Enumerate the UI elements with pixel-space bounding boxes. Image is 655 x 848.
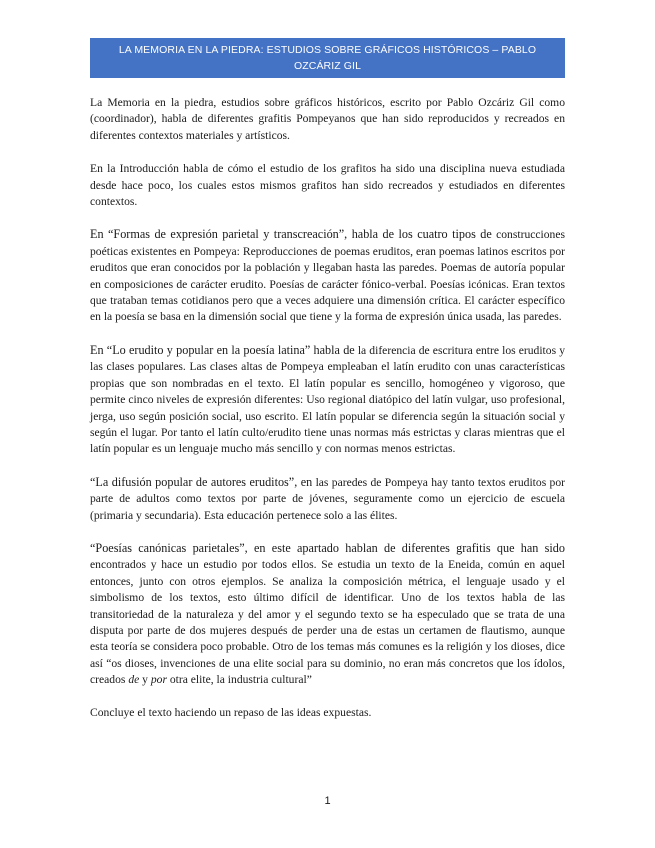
paragraph-difusion-popular <box>90 474 565 524</box>
quote-end: otra elite, la industria cultural” <box>166 673 312 687</box>
paragraph-text: construcciones poéticas existentes en Pompeya: Reproducciones de poemas eruditos, eran poemas latinos escritos por eruditos que eran conocidos por la población y llegaban hasta las paredes. Poemas de autoría popular en composiciones de carácter erudito. Poesías de carácter fónico-verbal. Poesías icónicas. Eran textos que trataban temas cotidianos pero que a veces adquiere una dimensión crítica. El carácter específico en la poesía se basa en la dimensión social que tiene y la forma de expresión única usada, las paredes. <box>90 228 566 324</box>
paragraph-text: Concluye el texto haciendo un repaso de las ideas expuestas. <box>90 705 372 719</box>
paragraph-text: La Memoria en la piedra, estudios sobre gráficos históricos, escrito por Pablo Ozcáriz Gil como (coordinador), habla de diferentes grafitis Pompeyanos que han sido reproducidos y recreados en diferentes contextos materiales y artísticos. <box>90 96 565 142</box>
paragraph-text: las paredes de Pompeya hay tanto textos eruditos por parte de adultos como textos por parte de jóvenes, seguramente como un ejercicio de escuela (primaria y secundaria). Esta educación pertenece solo a las élites. <box>90 475 565 522</box>
paragraph-formas-expresion <box>90 226 565 325</box>
quote-mid: y <box>139 673 151 687</box>
document-header <box>90 38 565 78</box>
section-lead: En “Lo erudito y popular en la poesía latina” habla de <box>90 342 355 357</box>
emphasis-por: por <box>150 673 167 687</box>
page-number: 1 <box>324 795 331 807</box>
emphasis-de: de <box>128 673 140 687</box>
header-title: LA MEMORIA EN LA PIEDRA: ESTUDIOS SOBRE GRÁFICOS HISTÓRICOS – PABLO OZCÁRIZ GIL <box>118 44 537 72</box>
paragraph-text: En la Introducción habla de cómo el estudio de los grafitos ha sido una disciplina nueva estudiada desde hace poco, los cuales estos mismos grafitos han sido recreados y estudiados en diferentes contextos. <box>90 162 565 209</box>
section-lead: En “Formas de expresión parietal y transcreación”, habla de los cuatro tipos de <box>90 227 492 242</box>
paragraph-introduction-summary <box>90 161 565 210</box>
section-lead: “Poesías canónicas parietales”, en este apartado hablan de diferentes grafitis que han sido <box>90 540 565 555</box>
paragraph-conclusion <box>90 705 565 721</box>
section-lead: “La difusión popular de autores eruditos”, en <box>90 474 313 489</box>
paragraph-text: encontrados y hace un estudio por todos ellos. Se estudia un texto de la Eneida, común en aquel entonces, junto con otros ejemplos. Se analiza la composición métrica, el lenguaje usado y el simbolismo de los textos, esto último difícil de identificar. Uno de los textos habla de las transitoriedad de la naturaleza y del amor y el segundo texto se ha especulado que se trata de una disputa por parte de dos mujeres después de perder una de estas un certamen de flautismo, aunque esta teoría se considera poco probable. Otro de los temas más comunes es la religión y los dioses, dice así “os dioses, invenciones de una elite social para su dominio, no eran más concretos que los ídolos, creados <box>90 558 565 687</box>
paragraph-text: la diferencia de escritura entre los eruditos y las clases populares. Las clases altas de Pompeya empleaban el latín erudito con unas características propias que son nombradas en el texto. El latín popular es sencillo, homogéneo y vigoroso, que permite cinco niveles de expresión diferentes: Uso regional diatópico del latín vulgar, uso profesional, jerga, uso según posición social, uso escrito. El latín popular se diferencia según la situación social y según el lugar. Por tanto el latín culto/erudito tiene unas normas más estrictas y claras mientras que el latín popular es un lenguaje mucho más sencillo y con normas menos estrictas. <box>90 343 565 456</box>
document-body <box>90 95 565 721</box>
paragraph-poesias-canonicas <box>90 540 565 689</box>
paragraph-intro <box>90 95 565 144</box>
paragraph-erudito-popular <box>90 342 565 458</box>
